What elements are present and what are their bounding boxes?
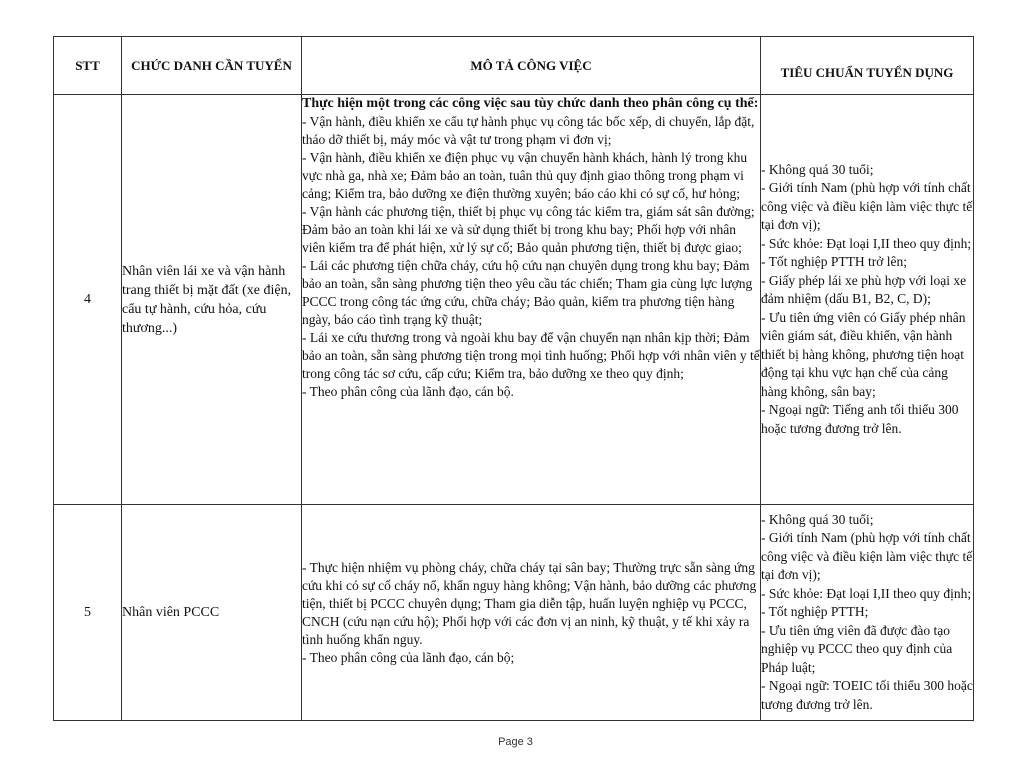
description-item: - Vận hành, điều khiển xe cẩu tự hành phục vụ công tác bốc xếp, di chuyển, lắp đặt, tháo dỡ thiết bị, máy móc và vật tư trong phạm vi đơn vị; — [302, 114, 755, 147]
description-title: Thực hiện một trong các công việc sau tùy chức danh theo phân công cụ thể: — [302, 96, 759, 111]
row-position: Nhân viên lái xe và vận hành trang thiết bị mặt đất (xe điện, cẩu tự hành, cứu hỏa, cứu thương...) — [122, 95, 302, 505]
header-description: MÔ TẢ CÔNG VIỆC — [302, 37, 761, 95]
row-position: Nhân viên PCCC — [122, 505, 302, 721]
description-item: - Theo phân công của lãnh đạo, cán bộ; — [302, 649, 515, 665]
requirement-item: - Sức khỏe: Đạt loại I,II theo quy định; — [761, 235, 972, 251]
row-stt: 5 — [54, 505, 122, 721]
requirement-item: - Ngoại ngữ: TOEIC tối thiểu 300 hoặc tương đương trở lên. — [761, 678, 973, 712]
requirement-item: - Sức khỏe: Đạt loại I,II theo quy định; — [761, 585, 972, 601]
row-description — [302, 505, 761, 721]
requirement-item: - Ngoại ngữ: Tiếng anh tối thiểu 300 hoặc tương đương trở lên. — [761, 402, 959, 436]
table-row — [54, 95, 974, 505]
page-number: Page 3 — [498, 736, 533, 748]
requirement-item: - Không quá 30 tuổi; — [761, 161, 874, 177]
description-item: - Thực hiện nhiệm vụ phòng cháy, chữa cháy tại sân bay; Thường trực sẵn sàng ứng cứu khi có sự cố cháy nổ, khẩn nguy hàng không; Vận hành, bảo dưỡng các phương tiện, thiết bị PCCC chuyên dụng; Tham gia diễn tập, huấn luyện nghiệp vụ PCCC, CNCH (cứu nạn cứu hộ); Phối hợp với các đơn vị an ninh, kỹ thuật, y tế khi xảy ra tình huống khẩn nguy. — [302, 559, 757, 647]
table-row — [54, 505, 974, 721]
description-item: - Vận hành các phương tiện, thiết bị phục vụ công tác kiểm tra, giám sát sân đường; Đảm bảo an toàn khi lái xe và sử dụng thiết bị trong khu bay; Phối hợp với nhân viên kiểm tra để phát hiện, xử lý sự cố; Bảo quản phương tiện, thiết bị được giao; — [302, 204, 755, 255]
description-item: - Lái các phương tiện chữa cháy, cứu hộ cứu nạn chuyên dụng trong khu bay; Đảm bảo an toàn, sẵn sàng phương tiện theo yêu cầu tác chiến; Tham gia cùng lực lượng PCCC trong công tác ứng cứu, chữa cháy; Bảo quản, kiểm tra phương tiện hàng ngày, báo cáo tình trạng kỹ thuật; — [302, 258, 753, 327]
requirement-item: - Tốt nghiệp PTTH trở lên; — [761, 254, 907, 270]
description-item: - Theo phân công của lãnh đạo, cán bộ. — [302, 384, 514, 399]
requirement-item: - Không quá 30 tuổi; — [761, 511, 874, 527]
requirement-item: - Giới tính Nam (phù hợp với tính chất công việc và điều kiện làm việc thực tế tại đơn vị); — [761, 530, 973, 583]
requirement-item: - Tốt nghiệp PTTH; — [761, 604, 869, 620]
recruitment-table — [53, 36, 974, 721]
description-item: - Lái xe cứu thương trong và ngoài khu bay để vận chuyển nạn nhân kịp thời; Đảm bảo an toàn, sẵn sàng phương tiện trong mọi tình huống; Phối hợp với nhân viên y tế trong công tác sơ cứu, cấp cứu; Kiểm tra, bảo dưỡng xe theo quy định; — [302, 330, 760, 381]
requirement-item: - Giới tính Nam (phù hợp với tính chất công việc và điều kiện làm việc thực tế tại đơn vị); — [761, 180, 973, 233]
row-requirements — [761, 95, 974, 505]
row-requirements — [761, 505, 974, 721]
requirement-item: - Ưu tiên ứng viên đã được đào tạo nghiệp vụ PCCC theo quy định của Pháp luật; — [761, 622, 953, 675]
header-stt: STT — [54, 37, 122, 95]
table-header-row — [54, 37, 974, 95]
description-item: - Vận hành, điều khiển xe điện phục vụ vận chuyển hành khách, hành lý trong khu vực nhà ga, nhà xe; Đảm bảo an toàn, tuân thủ quy định giao thông trong phạm vi cảng; Kiểm tra, bảo dưỡng xe điện thường xuyên; báo cáo khi có sự cố, hư hỏng; — [302, 150, 748, 201]
requirement-item: - Ưu tiên ứng viên có Giấy phép nhân viên giám sát, điều khiển, vận hành thiết bị hàng không, phương tiện hoạt động tại khu vực hạn chế của cảng hàng không, sân bay; — [761, 309, 966, 399]
header-requirements: TIÊU CHUẨN TUYỂN DỤNG — [761, 37, 974, 95]
row-stt: 4 — [54, 95, 122, 505]
header-position: CHỨC DANH CẦN TUYỂN — [122, 37, 302, 95]
requirement-item: - Giấy phép lái xe phù hợp với loại xe đảm nhiệm (dấu B1, B2, C, D); — [761, 272, 967, 307]
row-description — [302, 95, 761, 505]
